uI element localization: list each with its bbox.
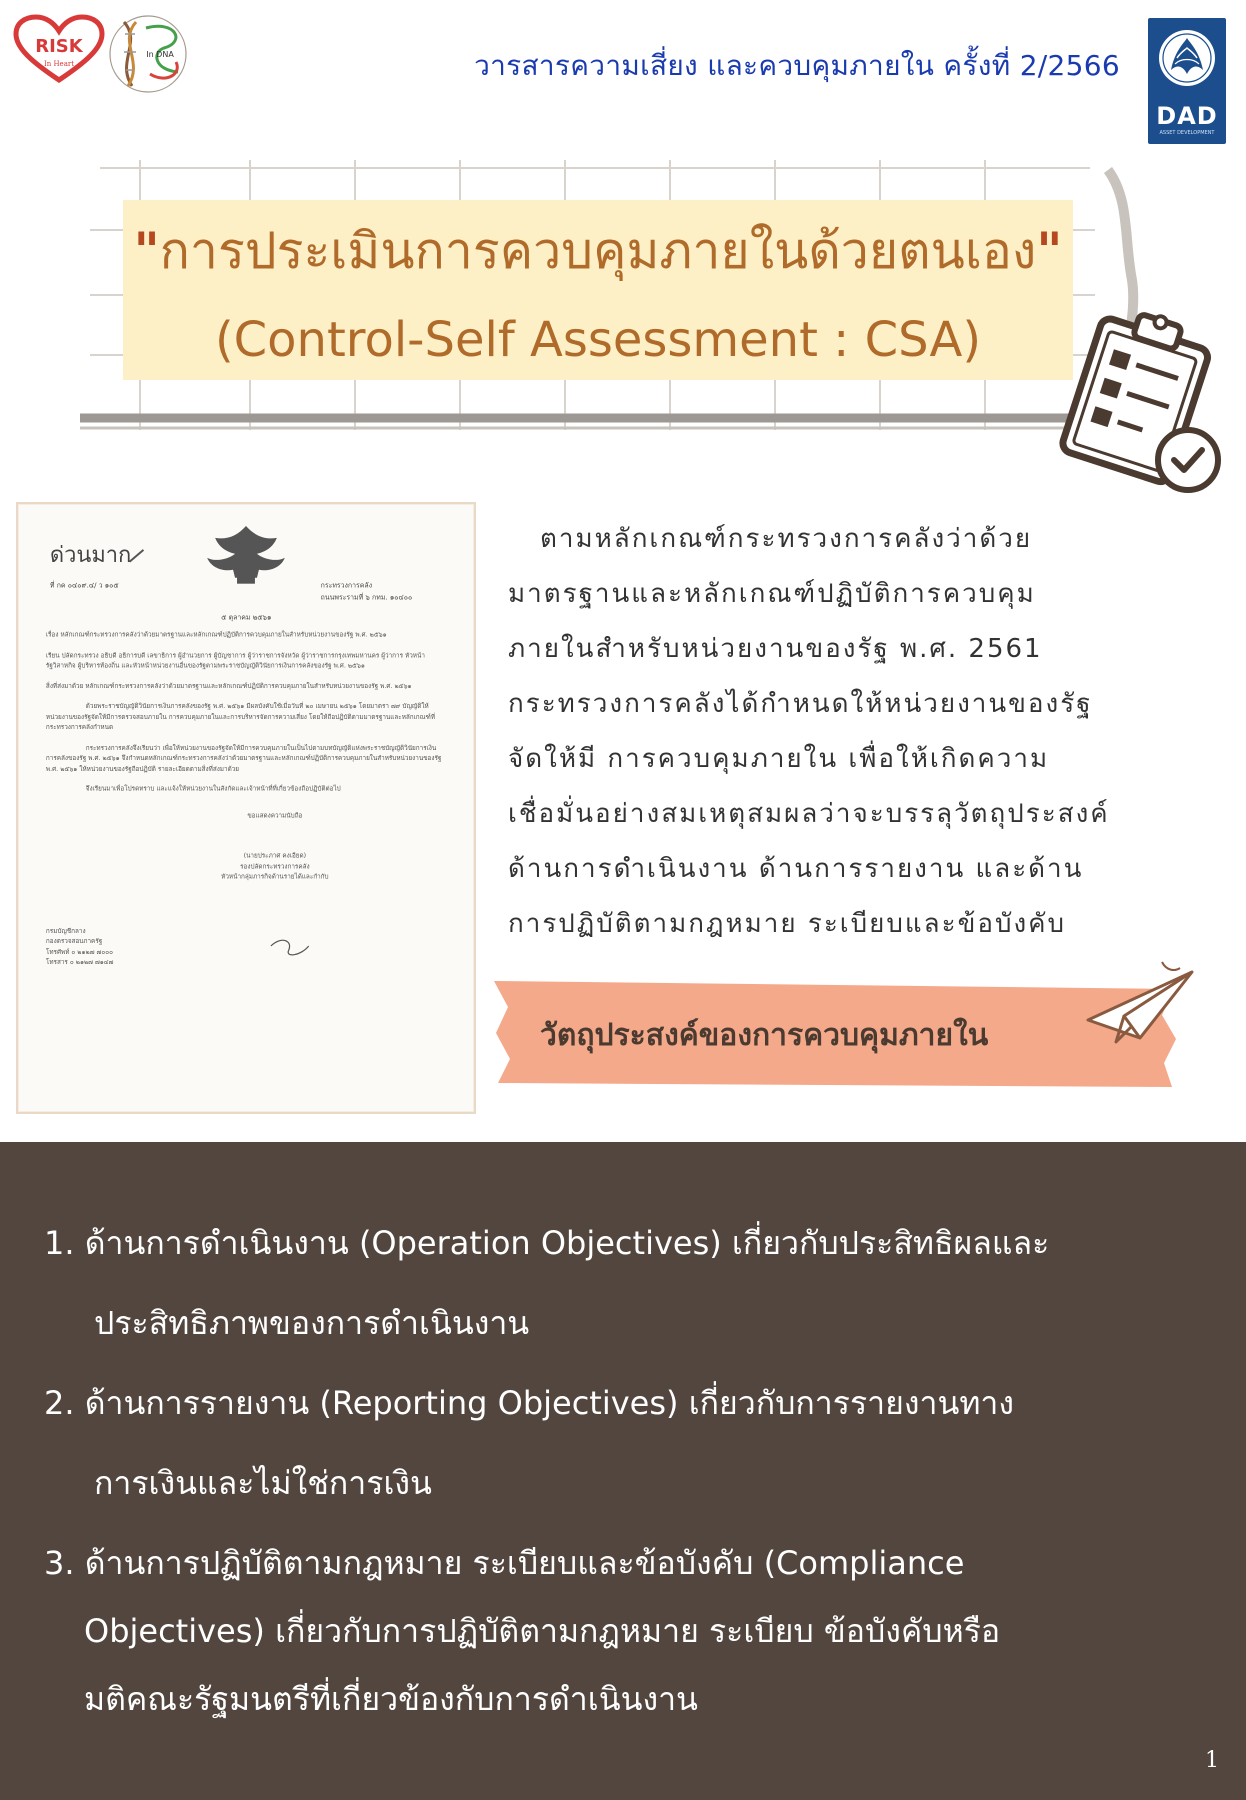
intro-line: ภายในสำหรับหน่วยงานของรัฐ พ.ศ. 2561 [508,634,1043,664]
dad-logo-text: DAD [1156,102,1218,130]
letter-dept: กรมบัญชีกลาง [45,926,86,935]
intro-line: จัดให้มี การควบคุมภายใน เพื่อให้เกิดความ [508,744,1050,774]
letter-para-3: จึงเรียนมาเพื่อโปรดทราบ และแจ้งให้หน่วยงานในสังกัดและเจ้าหน้าที่ที่เกี่ยวข้องถือปฏิบัติต่อไป [85,784,341,793]
title-quote-open: " [133,222,160,280]
intro-line: กระทรวงการคลังได้กำหนดให้หน่วยงานของรัฐ [508,689,1093,719]
letter-tel: โทรศัพท์ ๐ ๒๑๒๗ ๗๐๐๐ [45,947,113,956]
intro-line: ตามหลักเกณฑ์กระทรวงการคลังว่าด้วย [540,524,1033,554]
title-quote-close: " [1036,222,1063,280]
title-thai-text: การประเมินการควบคุมภายในด้วยตนเอง [159,222,1037,280]
objective-2-line-2: การเงินและไม่ใช่การเงิน [94,1464,432,1502]
page-number: 1 [1205,1748,1219,1773]
letter-para-2: กระทรวงการคลังจึงเรียนว่า เพื่อให้หน่วยงานของรัฐจัดให้มีการควบคุมภายในเป็นไปตามบทบัญญัติแห่งพระราชบัญญัติวินัยการเงินการคลังของรัฐ พ.ศ. ๒๕๖๑ จึงกำหนดหลักเกณฑ์กระทรวงการคลังว่าด้วยมาตรฐานและหลักเกณฑ์ปฏิบัติการควบคุมภายในสำหรับหน่วยงานของรัฐ พ.ศ. ๒๕๖๑ ให้หน่วยงานของรัฐถือปฏิบัติ รายละเอียดตามสิ่งที่ส่งมาด้วย [45,743,442,773]
intro-paragraph [508,512,1132,952]
letter-content [32,518,460,1097]
title-thai [123,212,1073,291]
letter-signer: (นายประภาศ คงเอียด) [243,851,307,860]
letter-closing: ขอแสดงความนับถือ [247,811,303,820]
risk-logo-text: RISK [35,36,83,57]
objective-3-line-3: มติคณะรัฐมนตรีที่เกี่ยวข้องกับการดำเนินงาน [84,1680,698,1718]
intro-line: การปฏิบัติตามกฎหมาย ระเบียบและข้อบังคับ [508,909,1067,939]
title-english: (Control-Self Assessment : CSA) [214,312,982,368]
in-dna-logo-text: In DNA [146,50,174,59]
letter-ref: ที่ กค ๐๔๐๙.๔/ ว ๑๐๕ [49,581,119,590]
objective-2-line-1: 2. ด้านการรายงาน (Reporting Objectives) เกี่ยวกับการรายงานทาง [44,1384,1014,1422]
risk-heart-logo-icon [12,14,107,86]
risk-logo-sub: In Heart [43,60,75,68]
in-dna-logo-icon [106,12,190,96]
dad-logo [1148,18,1226,144]
letter-date: ๕ ตุลาคม ๒๕๖๑ [221,613,272,622]
official-letter-image [16,502,476,1114]
letter-fax: โทรสาร ๐ ๒๑๒๗ ๗๑๔๗ [45,957,114,966]
journal-title: วารสารความเสี่ยง และควบคุมภายใน ครั้งที่ 2/2566 [474,49,1120,82]
garuda-emblem-icon [207,526,285,584]
letter-para-1: ด้วยพระราชบัญญัติวินัยการเงินการคลังของรัฐ พ.ศ. ๒๕๖๑ มีผลบังคับใช้เมื่อวันที่ ๒๐ เมษายน ๒๕๖๑ โดยมาตรา ๗๙ บัญญัติให้หน่วยงานของรัฐจัดให้มีการตรวจสอบภายใน การควบคุมภายในและการบริหารจัดการความเสี่ยง โดยให้ถือปฏิบัติตามมาตรฐานและหลักเกณฑ์ที่กระทรวงการคลังกำหนด [45,702,436,732]
dad-emblem-icon [1157,26,1217,90]
letter-stamp: ด่วนมาก [49,542,132,568]
letter-to: เรียน ปลัดกระทรวง อธิบดี อธิการบดี เลขาธิการ ผู้อำนวยการ ผู้บัญชาการ ผู้ว่าราชการจังหวัด ผู้ว่าราชการกรุงเทพมหานคร ผู้ว่าการ หัวหน้ารัฐวิสาหกิจ ผู้บริหารท้องถิ่น และหัวหน้าหน่วยงานอื่นของรัฐตามพระราชบัญญัติวินัยการเงินการคลังของรัฐ พ.ศ. ๒๕๖๑ [45,650,425,670]
letter-signer-title: รองปลัดกระทรวงการคลัง [240,861,310,870]
letter-org: กระทรวงการคลัง [320,581,373,590]
objective-1-line-2: ประสิทธิภาพของการดำเนินงาน [94,1304,530,1342]
intro-line: มาตรฐานและหลักเกณฑ์ปฏิบัติการควบคุม [508,579,1036,609]
letter-subject: เรื่อง หลักเกณฑ์กระทรวงการคลังว่าด้วยมาตรฐานและหลักเกณฑ์ปฏิบัติการควบคุมภายในสำหรับหน่วยงานของรัฐ พ.ศ. ๒๕๖๑ [45,630,387,639]
objective-3-line-2: Objectives) เกี่ยวกับการปฏิบัติตามกฎหมาย ระเบียบ ข้อบังคับหรือ [84,1612,1001,1650]
letter-signer-title-2: หัวหน้ากลุ่มภารกิจด้านรายได้และกำกับ [221,872,329,881]
intro-line: ด้านการดำเนินงาน ด้านการรายงาน และด้าน [508,854,1084,884]
paper-plane-icon [1080,950,1200,1050]
objective-1-line-1: 1. ด้านการดำเนินงาน (Operation Objectives) เกี่ยวกับประสิทธิผลและ [44,1224,1050,1262]
objectives-section [0,1142,1246,1800]
dad-logo-sub: ASSET DEVELOPMENT [1159,130,1215,136]
objective-3-line-1: 3. ด้านการปฏิบัติตามกฎหมาย ระเบียบและข้อบังคับ (Compliance [44,1544,965,1582]
banner-label: วัตถุประสงค์ของการควบคุมภายใน [540,1018,989,1053]
intro-line: เชื่อมั่นอย่างสมเหตุสมผลว่าจะบรรลุวัตถุประสงค์ [508,799,1110,829]
letter-enclosure: สิ่งที่ส่งมาด้วย หลักเกณฑ์กระทรวงการคลังว่าด้วยมาตรฐานและหลักเกณฑ์ปฏิบัติการควบคุมภายในสำหรับหน่วยงานของรัฐ พ.ศ. ๒๕๖๑ [45,681,412,690]
letter-addr: ถนนพระรามที่ ๖ กทม. ๑๐๔๐๐ [320,593,413,602]
letter-dept-2: กองตรวจสอบภาครัฐ [45,937,103,945]
clipboard-checklist-icon [1050,310,1230,500]
